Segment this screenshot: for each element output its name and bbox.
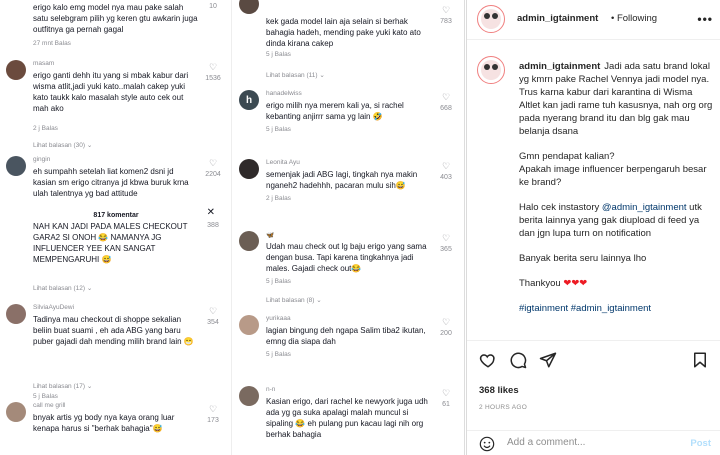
caption-question-2: Apakah image influencer berpengaruh besar ke brand? (519, 164, 707, 188)
like-count: 200 (440, 330, 452, 337)
heart-icon[interactable]: ♡ (208, 158, 218, 168)
like-count: 2204 (205, 171, 221, 178)
comment-text: erigo kalo emg model nya mau pake salah satu selebgram pilih yg keren gtu awkarin juga outfitnya ga pernah gagal (33, 3, 198, 34)
avatar[interactable] (6, 304, 26, 324)
heart-emojis: ❤❤❤ (563, 278, 588, 289)
comments-panel-left (0, 0, 232, 455)
avatar[interactable] (239, 315, 259, 335)
post-panel (466, 0, 720, 455)
like-count: 668 (440, 105, 452, 112)
view-replies[interactable]: Lihat balasan (17) ⌄ (33, 383, 93, 390)
heart-icon[interactable]: ♡ (441, 388, 451, 398)
like-count: 10 (209, 3, 217, 10)
post-time[interactable]: 2 HOURS AGO (479, 404, 528, 411)
comment-meta[interactable]: 5 j Balas (266, 351, 291, 358)
post-button[interactable]: Post (690, 438, 711, 449)
avatar[interactable] (477, 56, 505, 84)
caption-username[interactable]: admin_igtainment (519, 61, 601, 72)
comment-username[interactable]: Leonita Ayu (266, 159, 300, 166)
avatar[interactable] (6, 156, 26, 176)
caption-thanks: Thankyou (519, 278, 564, 289)
comment-text: lagian bingung deh ngapa Salim tiba2 ikutan, emng dia siapa dah (266, 326, 426, 346)
comment-username[interactable]: call me grill (33, 402, 66, 409)
avatar[interactable] (239, 231, 259, 251)
comment-text: eh sumpahh setelah liat komen2 dsni jd kasian sm erigo citranya jd kbwa buruk krna ulah talentnya yg bad attitude (33, 167, 189, 198)
like-count: 388 (207, 222, 219, 229)
post-actions (467, 340, 720, 455)
caption-text: utk berita lainnya yang gak diupload di feed ya dan jgn lupa turn on notification (519, 202, 702, 239)
comment-text: Udah mau check out lg baju erigo yang sama dengan busa. Tapi karena tingkahnya jadi males. Gajadi check out😂 (266, 242, 427, 273)
comment-text: semenjak jadi ABG lagi, tingkah nya makin nganeh2 hadehhh, pacaran mulu sih😅 (266, 170, 418, 190)
like-count: 403 (440, 174, 452, 181)
comment-meta[interactable]: 5 j Balas (266, 278, 291, 285)
share-icon[interactable] (539, 351, 557, 369)
comment-meta[interactable]: 2 j Balas (266, 195, 291, 202)
comment-text: NAH KAN JADI PADA MALES CHECKOUT GARA2 SI ONOH 😂 NAMANYA JG INFLUENCER YEE KAN SANGAT MEMPENGARUHI 😅 (33, 222, 188, 264)
like-count: 783 (440, 18, 452, 25)
close-icon[interactable]: ✕ (206, 207, 215, 218)
comment-text: bnyak artis yg body nya kaya orang luar kenapa harus si "berhak bahagia"😅 (33, 413, 175, 433)
comment-text: Tadinya mau checkout di shoppe sekalian beliin buat suami , eh ada ABG yang baru puber gajadi dah mending milih brand lain 😁 (33, 315, 194, 346)
bookmark-icon[interactable] (691, 351, 709, 369)
like-count: 173 (207, 417, 219, 424)
comment-text: kek gada model lain aja selain si berhak bahagia hadeh, mending pake yuki kato ato dinda kirana cakep (266, 17, 421, 48)
mention-link[interactable]: @admin_igtainment (601, 202, 687, 213)
post-header (467, 0, 720, 40)
comment-username[interactable]: hanadelwiss (266, 90, 302, 97)
post-username[interactable]: admin_igtainment (517, 13, 599, 24)
heart-icon[interactable]: ♡ (441, 5, 451, 15)
comment-username[interactable]: 🦋 (266, 232, 275, 239)
heart-icon[interactable]: ♡ (208, 404, 218, 414)
comment-username[interactable]: gingin (33, 156, 51, 163)
comment-username[interactable]: yurikaaa (266, 315, 291, 322)
avatar[interactable]: h (239, 90, 259, 110)
comment-text: erigo milih nya merem kali ya, si rachel kebanting anjirrr sama yg lain 🤣 (266, 101, 404, 121)
heart-icon[interactable]: ♡ (208, 62, 218, 72)
add-comment-bar (467, 430, 720, 455)
caption-text: Jadi ada satu brand lokal yg kmrn pake Rachel Vennya jadi model nya. Trus karna kabur dari karantina di Wisma Altlet kan jadi rame tuh kasusnya, nah org org pada nyerang brand itu dan blg gak mau belanja dsana (519, 61, 713, 137)
comment-meta[interactable]: 2 j Balas (33, 125, 58, 132)
avatar[interactable] (239, 0, 259, 14)
hashtags[interactable]: #igtainment #admin_igtainment (519, 303, 652, 314)
avatar[interactable] (239, 386, 259, 406)
comments-panel-middle (233, 0, 465, 455)
comment-meta[interactable]: 5 j Balas (266, 126, 291, 133)
caption-text: Halo cek instastory (519, 202, 602, 213)
comment-icon[interactable] (509, 351, 527, 369)
more-icon[interactable]: ••• (697, 12, 713, 26)
caption-text: Banyak berita seru lainnya lho (519, 253, 647, 264)
heart-icon[interactable]: ♡ (441, 233, 451, 243)
comment-meta[interactable]: 5 j Balas (266, 51, 291, 58)
like-icon[interactable] (479, 351, 497, 369)
comment-text: Kasian erigo, dari rachel ke newyork juga udh ada yg ga suka apalagi malah muncul si sipaling 😂 eh pulang pun kacau lagi nih org berhak bahagia (266, 397, 428, 439)
like-count: 365 (440, 246, 452, 253)
comment-count-header: 817 komentar (93, 211, 139, 219)
heart-icon[interactable]: ♡ (208, 306, 218, 316)
comment-meta[interactable]: 5 j Balas (33, 393, 58, 400)
heart-icon[interactable]: ♡ (441, 317, 451, 327)
comment-username[interactable]: masam (33, 60, 55, 67)
view-replies[interactable]: Lihat balasan (30) ⌄ (33, 142, 93, 149)
view-replies[interactable]: Lihat balasan (11) ⌄ (266, 72, 325, 79)
avatar[interactable] (6, 60, 26, 80)
emoji-icon[interactable] (479, 436, 495, 452)
like-count: 354 (207, 319, 219, 326)
avatar[interactable] (477, 5, 505, 33)
view-replies[interactable]: Lihat balasan (8) ⌄ (266, 297, 322, 304)
view-replies[interactable]: Lihat balasan (12) ⌄ (33, 285, 93, 292)
following-label[interactable]: • Following (611, 13, 658, 24)
like-count: 61 (442, 401, 450, 408)
comment-username[interactable]: n-n (266, 386, 276, 393)
like-count: 1536 (205, 75, 221, 82)
post-caption (519, 60, 715, 327)
like-count[interactable]: 368 likes (479, 385, 519, 396)
avatar[interactable] (239, 159, 259, 179)
comment-username[interactable]: SilviaAyuDewi (33, 304, 75, 311)
comment-text: erigo ganti dehh itu yang si mbak kabur dari wisma atlit,jadi yuki kato..malah cakep yuki kato taukk kalo masalah style auto cek out mah ako (33, 71, 189, 113)
avatar[interactable] (6, 402, 26, 422)
comment-meta[interactable]: 27 mnt Balas (33, 40, 71, 47)
heart-icon[interactable]: ♡ (441, 161, 451, 171)
heart-icon[interactable]: ♡ (441, 92, 451, 102)
caption-question: Gmn pendapat kalian? (519, 151, 615, 162)
comment-input[interactable]: Add a comment... (507, 437, 586, 448)
